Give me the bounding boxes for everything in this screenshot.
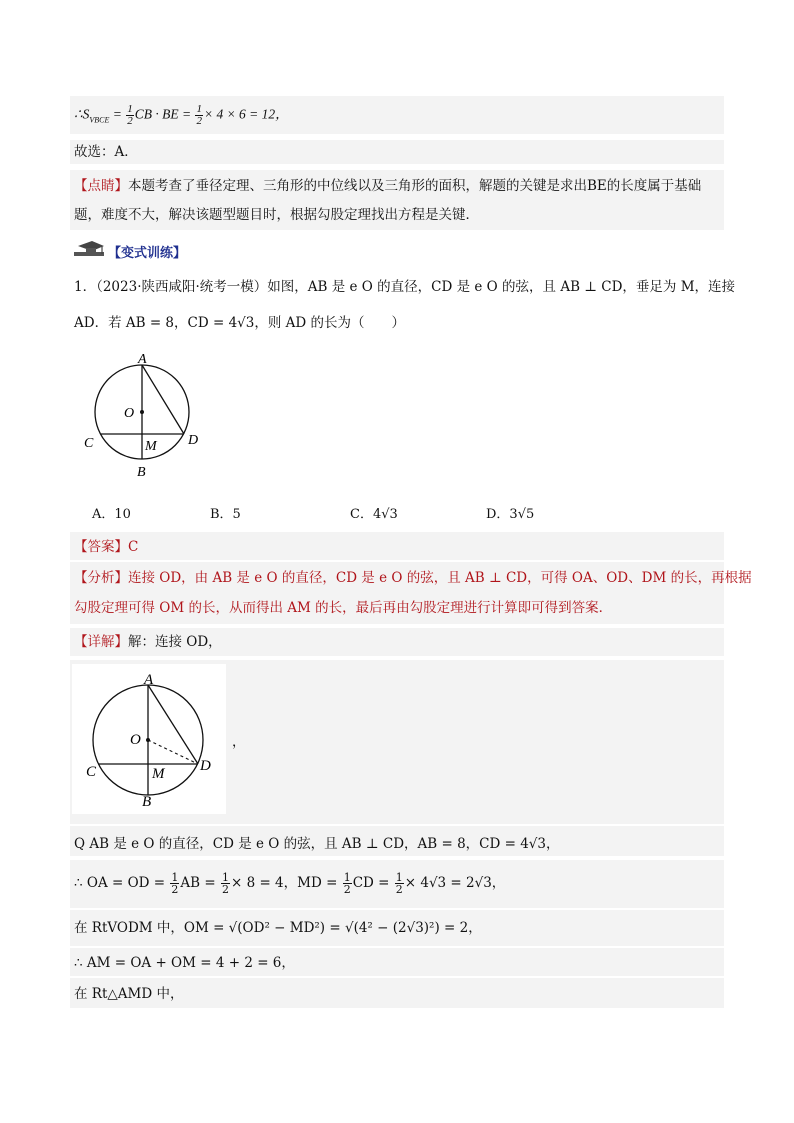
area-formula: $\therefore S_{VBCE}$ = $\frac{1}{2}$ CB · BE = $\frac{1}{2}$ × 4 × 6 = 12， (74, 103, 289, 127)
label-m: M (145, 439, 157, 454)
graduation-cap-icon (74, 240, 106, 262)
question-line-2: AD．若 AB = 8，CD = 4√3，则 AD 的长为（ ） (74, 315, 406, 331)
label-c: C (86, 764, 97, 780)
detail-step-1: Q AB 是 e O 的直径，CD 是 e O 的弦，且 AB ⊥ CD，AB = 8，CD = 4√3， (74, 836, 560, 852)
circle-figure-2 (72, 664, 226, 814)
choice-d[interactable]: D．3√5 (486, 507, 535, 522)
band-2 (70, 140, 724, 164)
question-line-1: 1．（2023·陕西咸阳·统考一模）如图，AB 是 e O 的直径，CD 是 e O 的弦，且 AB ⊥ CD，垂足为 M，连接 (74, 279, 736, 295)
label-m: M (152, 766, 165, 782)
label-c: C (84, 436, 94, 451)
detail-step-4: ∴ AM = OA + OM = 4 + 2 = 6， (74, 955, 295, 971)
detail-intro: 【详解】解：连接 OD， (74, 634, 222, 650)
analysis-line-1: 【分析】连接 OD，由 AB 是 e O 的直径，CD 是 e O 的弦，且 AB ⊥ CD，可得 OA、OD、DM 的长，再根据 (74, 570, 752, 586)
label-o: O (124, 406, 135, 421)
comment-line-2: 题，难度不大，解决该题型题目时，根据勾股定理找出方程是关键． (74, 207, 479, 223)
label-d: D (188, 433, 199, 448)
label-b: B (137, 465, 146, 480)
comment-line-1: 【点睛】本题考查了垂径定理、三角形的中位线以及三角形的面积，解题的关键是求出BE的长度属于基础 (74, 178, 702, 194)
band-4 (70, 532, 724, 560)
choice-a[interactable]: A．10 (92, 507, 131, 522)
detail-step-5: 在 Rt△AMD 中， (74, 986, 184, 1002)
choice-c[interactable]: C．4√3 (350, 507, 398, 522)
label-b: B (142, 794, 152, 810)
answer-line: 【答案】C (74, 539, 139, 555)
label-a: A (144, 672, 154, 688)
label-d: D (200, 758, 211, 774)
label-a: A (138, 352, 147, 367)
section-title: 【变式训练】 (108, 246, 187, 261)
label-o: O (130, 732, 141, 748)
figure-2-comma: ， (232, 734, 246, 750)
analysis-line-2: 勾股定理可得 OM 的长，从而得出 AM 的长，最后再由勾股定理进行计算即可得到答案． (74, 600, 613, 616)
choice-b[interactable]: B．5 (210, 507, 241, 522)
answer-choice-line: 故选：A． (74, 144, 138, 160)
circle-figure-1 (78, 350, 218, 480)
detail-step-3: 在 RtVODM 中，OM = √(OD² − MD²) = √(4² − (2√3)²) = 2， (74, 920, 482, 936)
detail-step-2: ∴ OA = OD = $\frac{1}{2}$ AB = $\frac{1}{2}$ × 8 = 4，MD = $\frac{1}{2}$ CD = $\frac{1}{2}$ × 4√3 = 2√3， (74, 871, 506, 896)
